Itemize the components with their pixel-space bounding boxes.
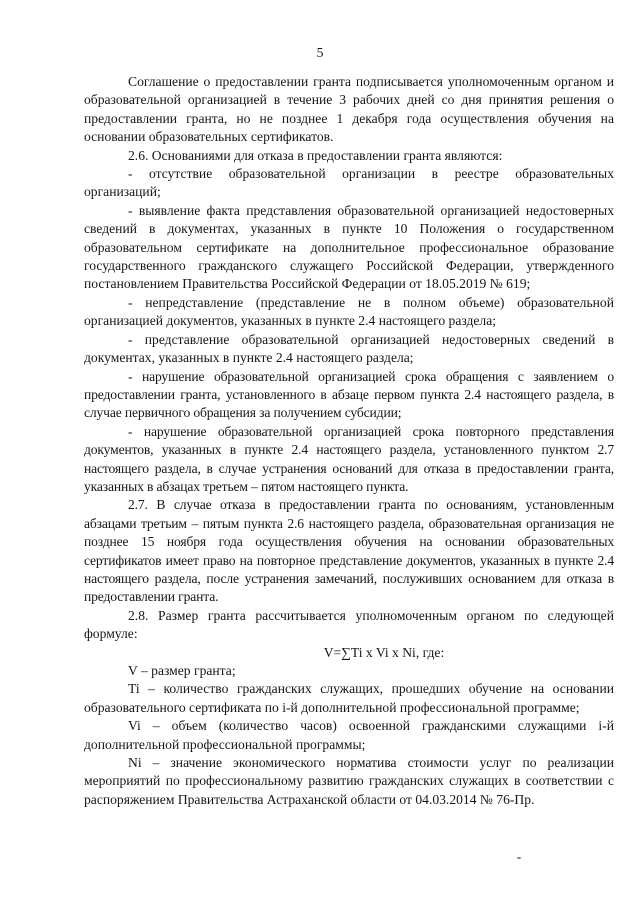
paragraph-grant-agreement: Соглашение о предоставлении гранта подписывается уполномоченным органом и образовательной организацией в течение 3 рабочих дней со дня принятия решения о предоставлении гранта, но не позднее 1 декабря года осуществления обучения на основании образовательных сертификатов. (84, 74, 614, 145)
definition-ni: Ni – значение экономического норматива стоимости услуг по реализации мероприятий по профессиональному развитию гражданских служащих в соответствии с распоряжением Правительства Астраханской области от 04.03.2014 № 76-Пр. (84, 755, 614, 807)
paragraph-2-8: 2.8. Размер гранта рассчитывается уполномоченным органом по следующей формуле: (84, 607, 614, 642)
list-item-deadline-first: - нарушение образовательной организацией срока обращения с заявлением о предоставлении гранта, установленного в абзаце первом пункта 2.4 настоящего раздела, в случае первичного обращения за получением субсидии; (84, 368, 614, 421)
list-item-false-info-certificate: - выявление факта представления образовательной организацией недостоверных сведений в документах, указанных в пункте 10 Положения о государственном образовательном сертификате на дополнительное профессиональное образование государственного гражданского служащего Российской Федерации, утвержденного постановлением Правительства Российской Федерации от 18.05.2019 № 619; (84, 202, 614, 292)
document-body (84, 73, 614, 809)
definition-vi: Vi – объем (количество часов) освоенной гражданскими служащими i-й дополнительной профессиональной программы; (84, 718, 614, 752)
paragraph-2-7: 2.7. В случае отказа в предоставлении гранта по основаниям, установленным абзацами третьим – пятым пункта 2.6 настоящего раздела, образовательная организация не позднее 15 ноября года осуществления обучения на основании образовательных сертификатов имеет право на повторное представление документов, указанных в пункте 2.4 настоящего раздела, после устранения замечаний, послуживших основанием для отказа в предоставлении гранта. (84, 497, 614, 605)
list-item-no-registry: - отсутствие образовательной организации в реестре образовательных организаций; (84, 166, 614, 200)
list-item-non-submission: - непредставление (представление не в полном объеме) образовательной организацией документов, указанных в пункте 2.4 настоящего раздела; (84, 294, 614, 329)
grant-formula: V=∑Ti x Vi x Ni, где: (323, 644, 445, 660)
list-item-false-info-2-4: - представление образовательной организацией недостоверных сведений в документах, указанных в пункте 2.4 настоящего раздела; (84, 331, 614, 366)
definition-ti: Ti – количество гражданских служащих, прошедших обучение на основании образовательного сертификата по i-й дополнительной профессиональной программе; (84, 681, 614, 715)
definition-v: V – размер гранта; (128, 663, 236, 678)
scan-mark (517, 857, 521, 859)
page-number: 5 (316, 45, 324, 60)
paragraph-2-6-heading: 2.6. Основаниями для отказа в предоставлении гранта являются: (128, 147, 503, 163)
list-item-deadline-repeat: - нарушение образовательной организацией срока повторного представления документов, указанных в пункте 2.4 настоящего раздела, установленного пунктом 2.7 настоящего раздела, в случае устранения оснований для отказа в предоставлении гранта, указанных в абзацах третьем – пятом настоящего пункта. (84, 423, 614, 494)
